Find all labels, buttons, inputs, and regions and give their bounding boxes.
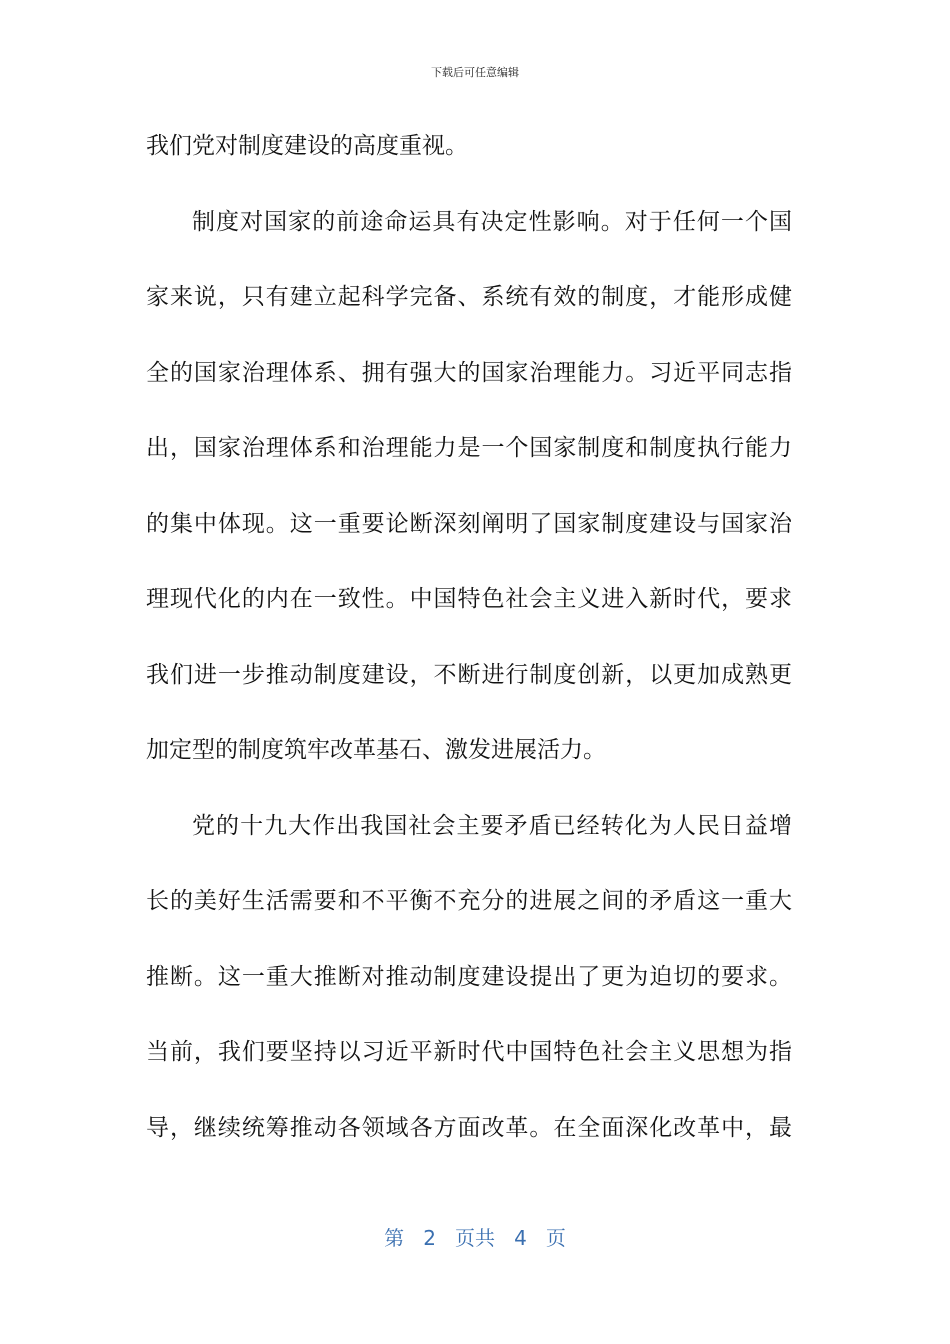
paragraph-line: 出，国家治理体系和治理能力是一个国家制度和制度执行能力 bbox=[146, 435, 792, 461]
paragraph-line: 理现代化的内在一致性。中国特色社会主义进入新时代，要求 bbox=[146, 586, 792, 612]
paragraph-line: 加定型的制度筑牢改革基石、激发进展活力。 bbox=[146, 737, 606, 763]
paragraph-line: 的集中体现。这一重要论断深刻阐明了国家制度建设与国家治 bbox=[146, 510, 792, 537]
paragraph-line: 当前，我们要坚持以习近平新时代中国特色社会主义思想为指 bbox=[146, 1039, 792, 1065]
paragraph-line: 推断。这一重大推断对推动制度建设提出了更为迫切的要求。 bbox=[146, 963, 792, 990]
paragraph-line: 党的十九大作出我国社会主要矛盾已经转化为人民日益增 bbox=[192, 812, 792, 839]
paragraph-line: 制度对国家的前途命运具有决定性影响。对于任何一个国 bbox=[192, 208, 792, 235]
paragraph-line: 全的国家治理体系、拥有强大的国家治理能力。习近平同志指 bbox=[146, 359, 792, 386]
paragraph-line: 导，继续统筹推动各领域各方面改革。在全面深化改革中，最 bbox=[146, 1114, 792, 1141]
page-header: 下载后可任意编辑 bbox=[431, 66, 519, 79]
paragraph-line: 家来说，只有建立起科学完备、系统有效的制度，才能形成健 bbox=[146, 284, 792, 310]
page-footer bbox=[0, 1225, 950, 1251]
document-body bbox=[146, 118, 792, 1175]
paragraph-line: 长的美好生活需要和不平衡不充分的进展之间的矛盾这一重大 bbox=[146, 888, 792, 914]
footer-total-pages: 4 bbox=[514, 1226, 527, 1250]
paragraph-line: 我们党对制度建设的高度重视。 bbox=[146, 133, 468, 159]
footer-current-page: 2 bbox=[423, 1226, 436, 1250]
footer-prefix: 第 bbox=[384, 1226, 405, 1250]
footer-suffix: 页 bbox=[545, 1226, 566, 1250]
paragraph-line: 我们进一步推动制度建设，不断进行制度创新，以更加成熟更 bbox=[146, 661, 792, 688]
footer-middle: 页共 bbox=[455, 1226, 495, 1250]
